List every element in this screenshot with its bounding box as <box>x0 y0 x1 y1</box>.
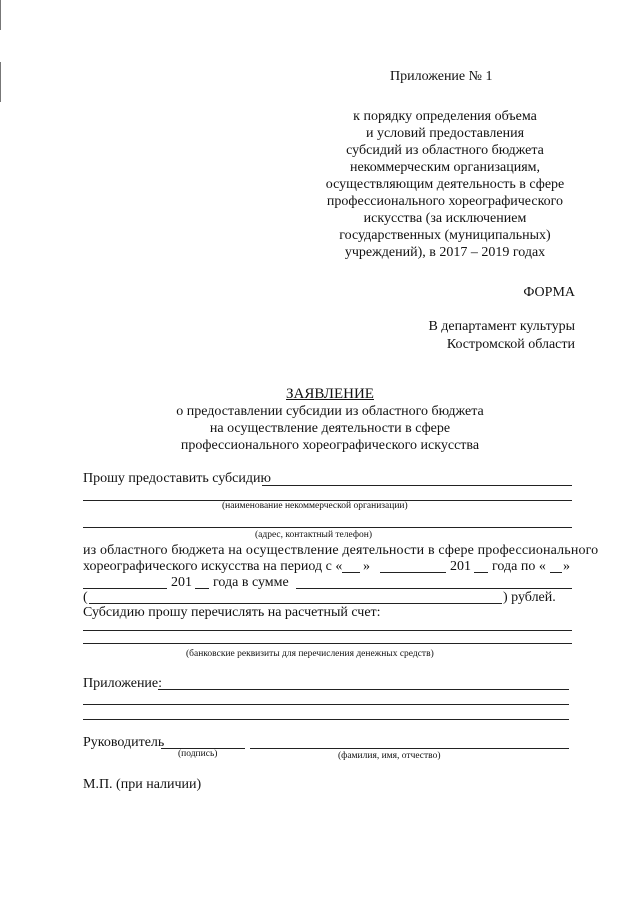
bank-details-caption: (банковские реквизиты для перечисления денежных средств) <box>186 649 434 659</box>
purpose-line: хореографического искусства на период с « <box>83 559 343 574</box>
period-end-month-field[interactable] <box>83 588 167 589</box>
full-name-field[interactable] <box>250 748 569 749</box>
procedure-line: государственных (муниципальных) <box>339 228 551 243</box>
bank-details-field-1[interactable] <box>83 630 572 631</box>
account-label: Субсидию прошу перечислять на расчетный счет: <box>83 605 381 620</box>
procedure-line: профессионального хореографического <box>326 194 564 209</box>
address-phone-field[interactable] <box>83 527 572 528</box>
form-label: ФОРМА <box>523 285 575 300</box>
purpose-text: 201 <box>450 559 471 574</box>
purpose-text: » <box>563 559 570 574</box>
period-start-day-field[interactable] <box>342 572 360 573</box>
head-label: Руководитель <box>83 735 165 750</box>
attachment-field-2[interactable] <box>83 704 569 705</box>
signature-caption: (подпись) <box>178 749 218 759</box>
attachment-field-1[interactable] <box>158 689 569 690</box>
addressee-line: В департамент культуры <box>428 319 575 334</box>
seal-label: М.П. (при наличии) <box>83 777 202 792</box>
period-year-suffix: года в сумме <box>213 575 289 590</box>
period-start-year-field[interactable] <box>474 572 488 573</box>
purpose-text: » <box>363 559 370 574</box>
procedure-line: осуществляющим деятельность в сфере <box>325 177 565 192</box>
procedure-reference <box>300 108 590 261</box>
scan-edge-mark <box>0 62 1 102</box>
address-phone-caption: (адрес, контактный телефон) <box>255 530 372 540</box>
title-line: на осуществление деятельности в сфере <box>209 421 451 436</box>
appendix-label: Приложение № 1 <box>390 69 493 84</box>
period-end-year-field[interactable] <box>195 588 209 589</box>
purpose-text: года по « <box>492 559 546 574</box>
bank-details-field-2[interactable] <box>83 643 572 644</box>
attachment-label: Приложение: <box>83 676 163 691</box>
procedure-line: учреждений), в 2017 – 2019 годах <box>344 245 546 260</box>
title-line: профессионального хореографического искусства <box>180 438 480 453</box>
period-year-prefix: 201 <box>171 575 192 590</box>
procedure-line: субсидий из областного бюджета <box>346 143 544 158</box>
document-title: ЗАЯВЛЕНИЕ <box>286 386 374 402</box>
addressee-line: Костромской области <box>446 337 575 352</box>
purpose-line: из областного бюджета на осуществление деятельности в сфере профессионального <box>83 543 599 558</box>
attachment-field-3[interactable] <box>83 719 569 720</box>
procedure-line: искусства (за исключением <box>363 211 527 226</box>
scan-edge-mark <box>0 0 1 30</box>
procedure-line: к порядку определения объема <box>353 109 537 124</box>
title-line: о предоставлении субсидии из областного бюджета <box>176 404 484 419</box>
subsidy-request-field[interactable] <box>262 485 572 486</box>
period-start-month-field[interactable] <box>380 572 446 573</box>
full-name-caption: (фамилия, имя, отчество) <box>338 751 441 761</box>
procedure-line: некоммерческим организациям, <box>349 160 541 175</box>
request-label: Прошу предоставить субсидию <box>83 471 271 486</box>
open-paren: ( <box>83 590 88 605</box>
rubles-label: ) рублей. <box>503 590 556 605</box>
procedure-line: и условий предоставления <box>365 126 525 141</box>
organization-name-caption: (наименование некоммерческой организации) <box>222 501 408 511</box>
period-end-day-field[interactable] <box>550 572 562 573</box>
